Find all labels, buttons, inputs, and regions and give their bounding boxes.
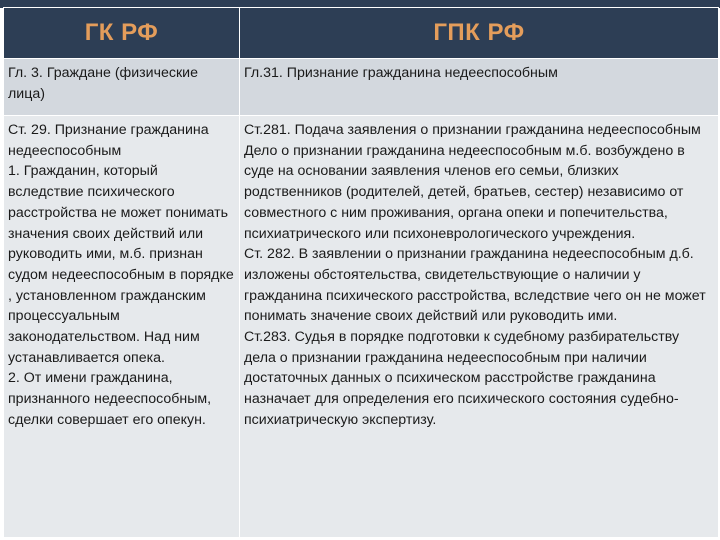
table-header-row [4,8,719,59]
table-row [4,59,719,116]
cell-gk-articles: Ст. 29. Признание гражданина недееспособным 1. Гражданин, который вследствие психического расстройства не может понимать значения своих действий или руководить ими, м.б. признан судом недееспособным в порядке , установленном гражданским процессуальным законодательством. Над ним устанавливается опека. 2. От имени гражданина, признанного недееспособным, сделки совершает его опекун. [4,116,240,538]
cell-gk-chapter: Гл. 3. Граждане (физические лица) [4,59,240,116]
cell-gpk-chapter: Гл.31. Признание гражданина недееспособным [240,59,719,116]
comparison-table [3,7,719,538]
table-row [4,116,719,538]
cell-gpk-articles: Ст.281. Подача заявления о признании гражданина недееспособным Дело о признании гражданина недееспособным м.б. возбуждено в суде на основании заявления членов его семьи, близких родственников (родителей, детей, братьев, сестер) независимо от совместного с ним проживания, органа опеки и попечительства, психиатрического или психоневрологического учреждения. Ст. 282. В заявлении о признании гражданина недееспособным д.б. изложены обстоятельства, свидетельствующие о наличии у гражданина психического расстройства, вследствие чего он не может понимать значение своих действий или руководить ими. Ст.283. Судья в порядке подготовки к судебному разбирательству дела о признании гражданина недееспособным при наличии достаточных данных о психическом расстройстве гражданина назначает для определения его психического состояния судебно-психиатрическую экспертизу. [240,116,719,538]
header-gpk-rf: ГПК РФ [240,8,719,59]
header-gk-rf: ГК РФ [4,8,240,59]
